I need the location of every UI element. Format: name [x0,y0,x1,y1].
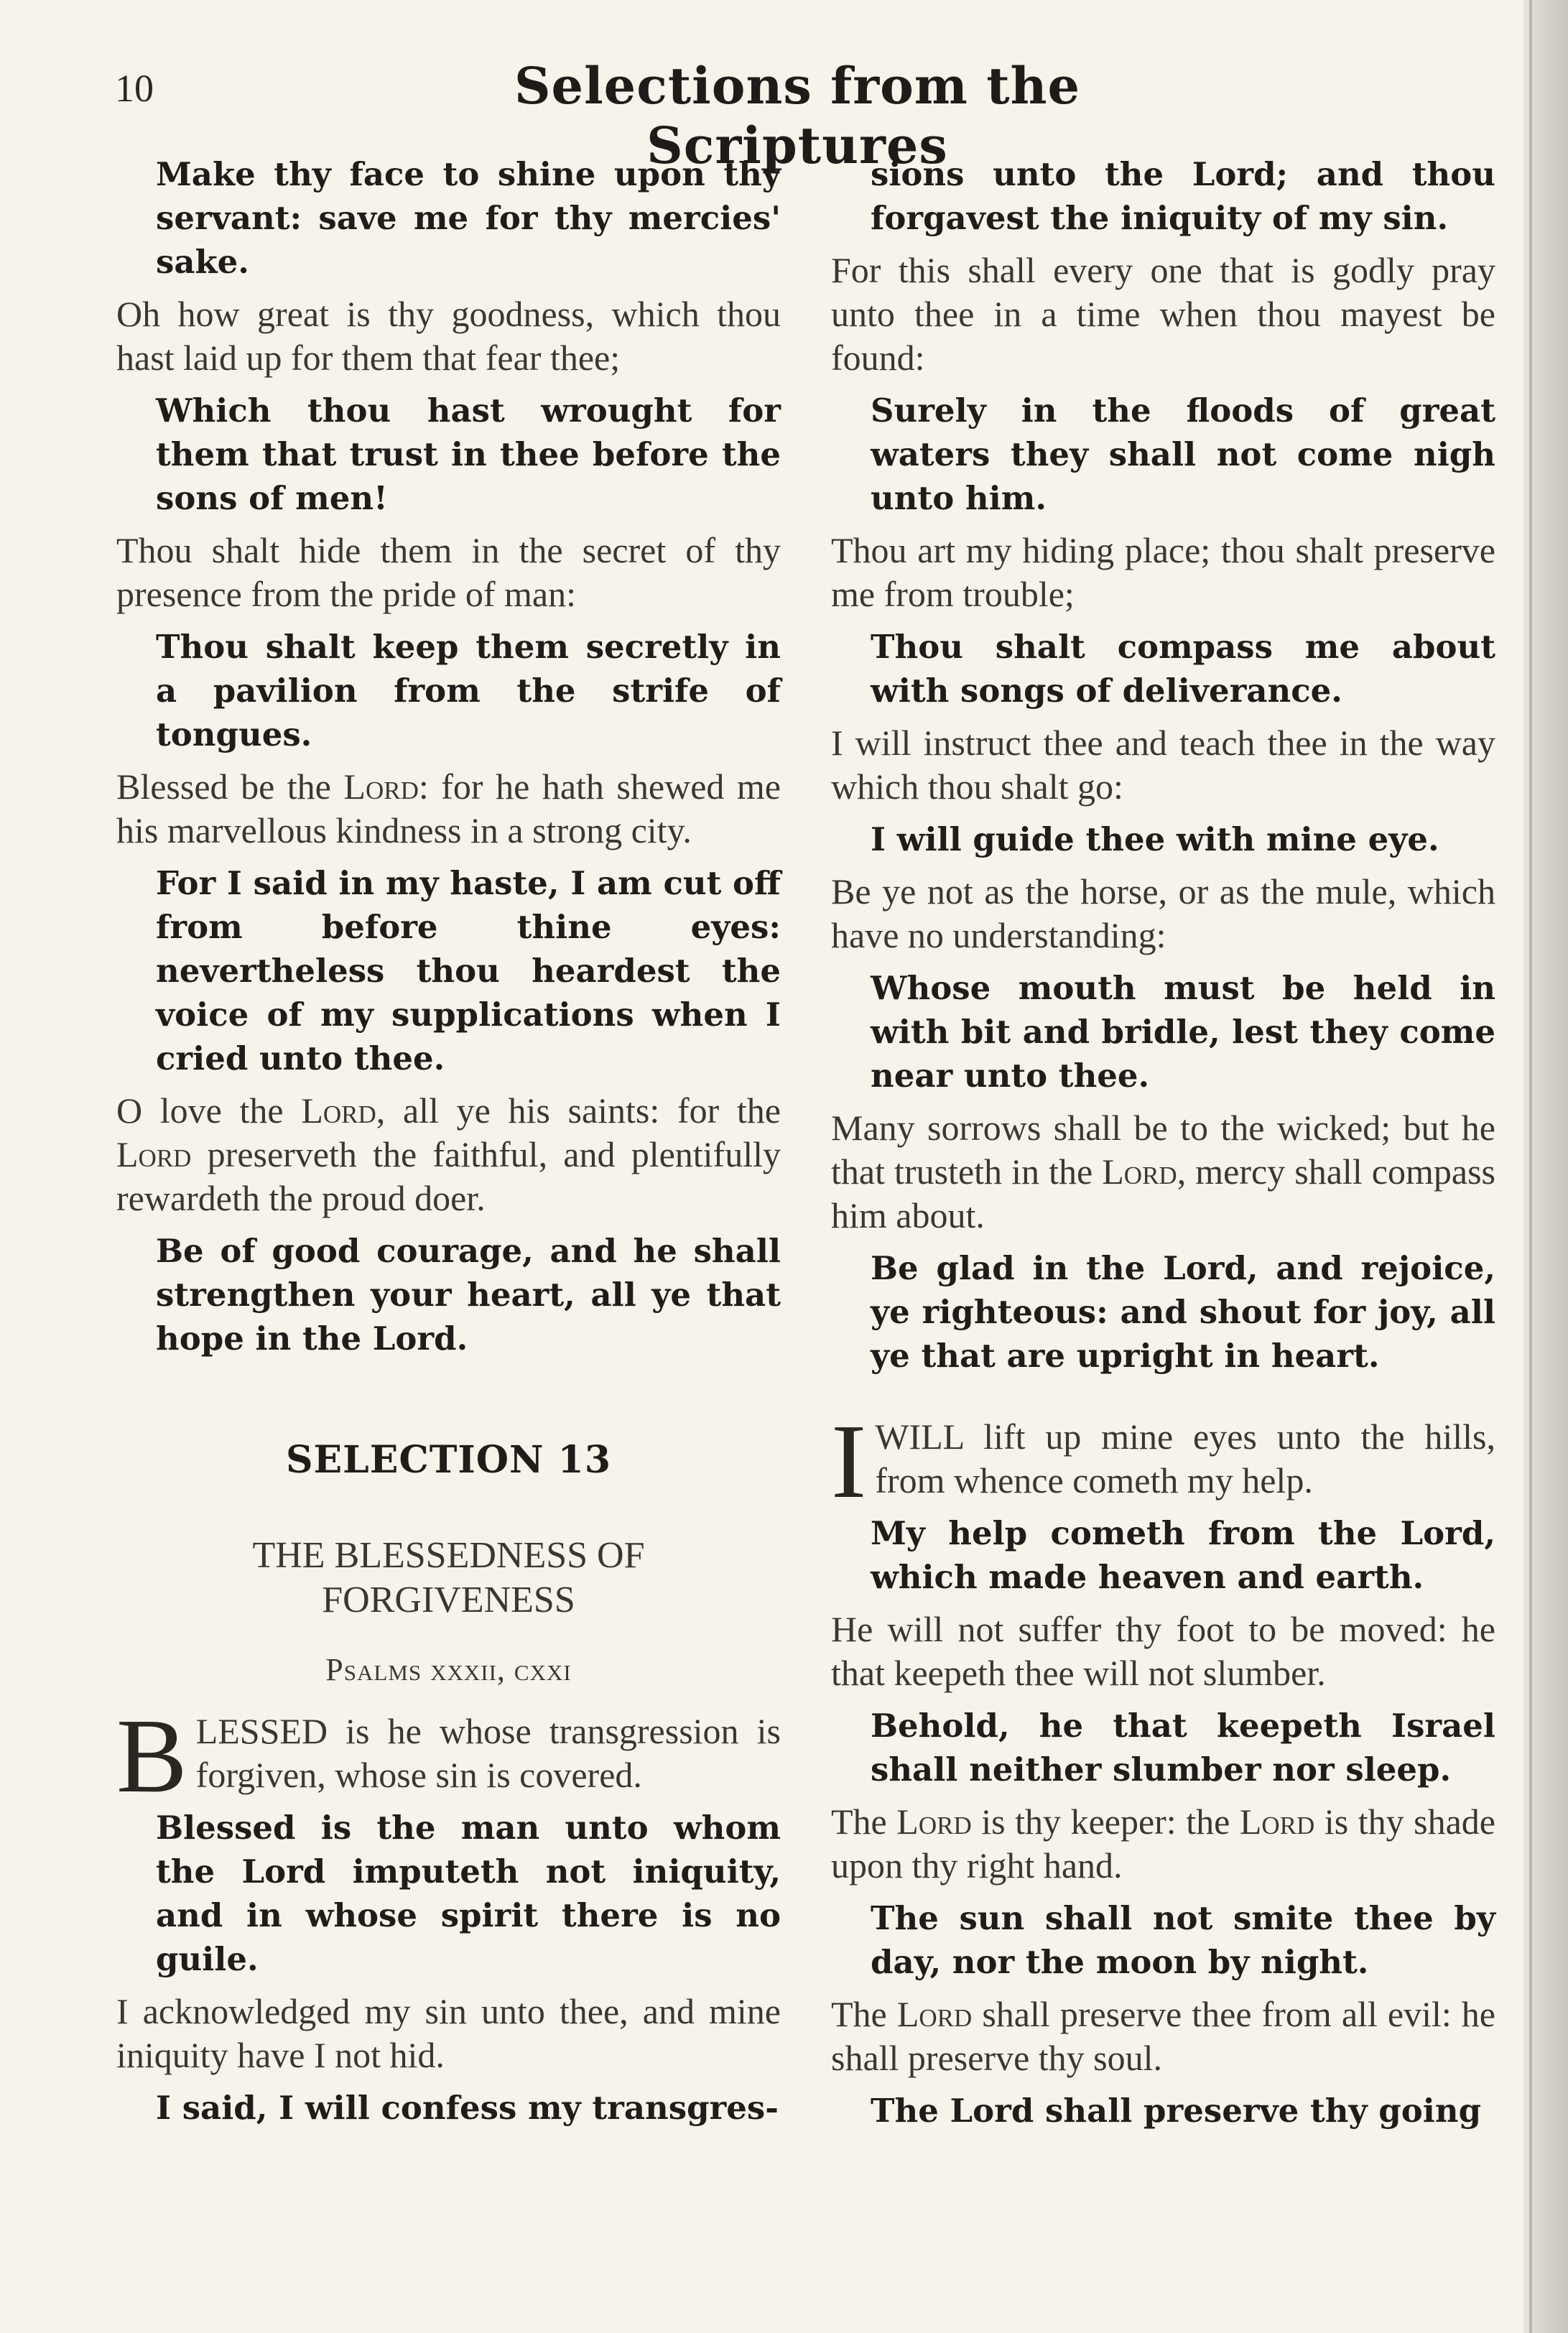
verse [116,1089,781,1220]
selection-subtitle-line: THE BLESSEDNESS OF [252,1535,645,1576]
verse-text: is thy keeper: the [971,1801,1240,1842]
response-verse: Whose mouth must be held in with bit and bridle, lest they come near unto thee. [871,969,1495,1095]
psalms-reference: Psalms xxxii, cxxi [325,1652,572,1687]
verse-text: WILL lift up mine eyes unto the hills, from whence cometh my help. [875,1416,1495,1501]
verse-with-dropcap [831,1403,1495,1521]
verse: Thou shalt hide them in the secret of thy presence from the pride of man: [116,530,781,614]
right-column [831,152,1495,2141]
drop-cap: B [116,1697,187,1815]
verse-text: is thy shade upon thy right hand. [831,1801,1496,1886]
verse-text: LESSED is he whose transgression is forgiven, whose sin is covered. [195,1711,781,1795]
response-verse: For I said in my haste, I am cut off from before thine eyes: nevertheless thou heardest the voice of my supplications when I cried unto thee. [156,864,781,1077]
response-verse: Thou shalt keep them secretly in a pavilion from the strife of tongues. [156,628,781,753]
drop-cap: I [831,1403,867,1521]
verse [831,1800,1495,1888]
response-verse: The Lord shall preserve thy going [871,2092,1482,2130]
response-verse: Which thou hast wrought for them that trust in thee before the sons of men! [156,391,781,517]
verse: He will not suffer thy foot to be moved: he that keepeth thee will not slumber. [831,1609,1495,1693]
left-column [116,152,781,2138]
verse: For this shall every one that is godly pray unto thee in a time when thou mayest be found: [831,250,1495,378]
lord-small-caps: Lord [301,1090,376,1131]
verse: Oh how great is thy goodness, which thou hast laid up for them that fear thee; [116,294,781,378]
page-number: 10 [115,67,154,110]
verse-text: Many sorrows shall be to the wicked; but he that trusteth in the [831,1108,1495,1192]
verse [831,1106,1495,1238]
page-binding-line [1529,0,1532,2333]
verse [831,1993,1495,2080]
response-verse: Behold, he that keepeth Israel shall neither slumber nor sleep. [871,1707,1495,1789]
response-verse: Be of good courage, and he shall strengthen your heart, all ye that hope in the Lord. [156,1232,781,1358]
response-verse: I will guide thee with mine eye. [871,820,1439,858]
verse-text: , all ye his saints: for the [376,1090,781,1131]
response-verse: Surely in the floods of great waters they shall not come nigh unto him. [871,391,1495,517]
lord-small-caps: Lord [1102,1151,1177,1192]
verse [116,765,781,853]
verse: Be ye not as the horse, or as the mule, which have no understanding: [831,871,1495,955]
lord-small-caps: Lord [116,1134,192,1174]
response-verse: Make thy face to shine upon thy servant: save me for thy mercies' sake. [156,155,781,281]
verse-text: preserveth the faithful, and plentifully rewardeth the proud doer. [116,1134,781,1218]
response-verse: I said, I will confess my transgres- [156,2089,779,2127]
lord-small-caps: Lord [1239,1801,1315,1842]
verse-text: O love the [116,1090,302,1131]
lord-small-caps: Lord [896,1801,972,1842]
response-verse: Blessed is the man unto whom the Lord imputeth not iniquity, and in whose spirit there is no guile. [156,1809,781,1978]
response-verse: Thou shalt compass me about with songs of deliverance. [871,628,1495,710]
verse-text: The [831,1994,897,2034]
verse-with-dropcap [116,1697,781,1815]
verse-text: , mercy shall compass him about. [831,1151,1495,1235]
verse: I acknowledged my sin unto thee, and mine iniquity have I not hid. [116,1991,781,2075]
verse-text: The [831,1801,897,1842]
response-verse: sions unto the Lord; and thou forgavest the iniquity of my sin. [871,155,1495,237]
verse: Thou art my hiding place; thou shalt preserve me from trouble; [831,530,1495,614]
running-title: Selections from the Scriptures [514,56,1080,175]
selection-title: SELECTION 13 [285,1438,612,1482]
verse-text: shall preserve thee from all evil: he shall preserve thy soul. [831,1994,1496,2078]
lord-small-caps: Lord [343,766,419,807]
response-verse: My help cometh from the Lord, which made heaven and earth. [871,1514,1495,1596]
verse-text: Blessed be the [116,766,344,807]
response-verse: Be glad in the Lord, and rejoice, ye righteous: and shout for joy, all ye that are upright in heart. [871,1249,1495,1375]
verse-text: : for he hath shewed me his marvellous kindness in a strong city. [116,766,781,850]
section-gap [831,1386,1495,1415]
selection-subtitle-line: FORGIVENESS [322,1580,575,1620]
verse: I will instruct thee and teach thee in the way which thou shalt go: [831,723,1495,807]
response-verse: The sun shall not smite thee by day, nor the moon by night. [871,1899,1495,1981]
selection-subtitle [116,1534,781,1623]
lord-small-caps: Lord [896,1994,973,2034]
